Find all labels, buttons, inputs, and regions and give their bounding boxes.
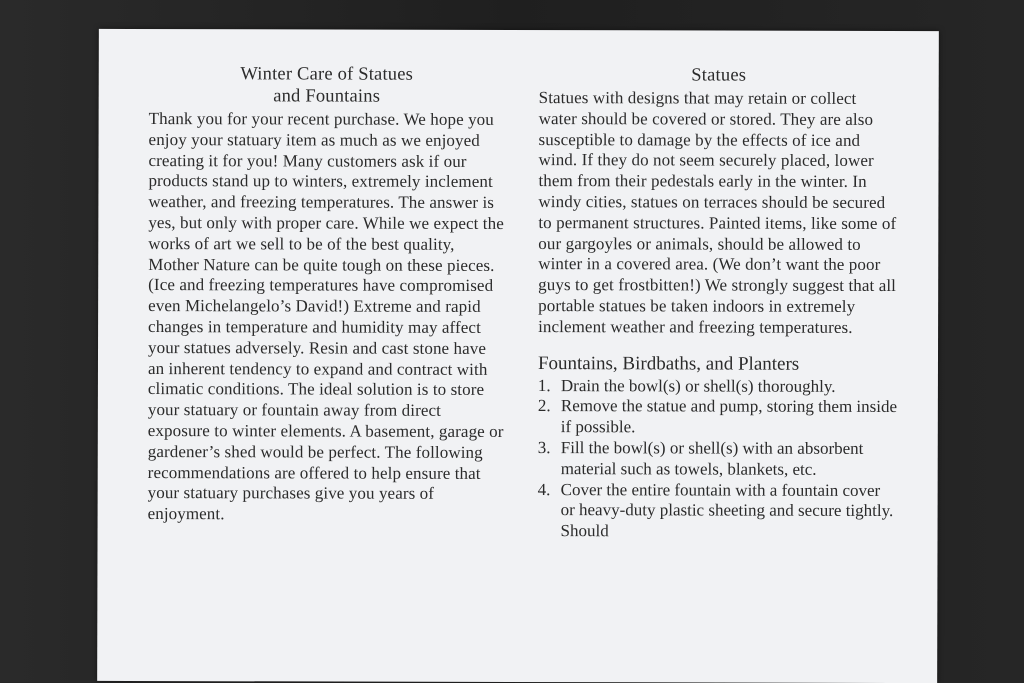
list-item xyxy=(538,376,898,398)
statues-paragraph: Statues with designs that may retain or collect water should be covered or stored. They are also susceptible to damage by the effects of ice and wind. If they do not seem securely placed, lower them from their pedestals early in the winter. In windy cities, statues on terraces should be secured to permanent structures. Painted items, like some of our gargoyles or animals, should be allowed to winter in a covered area. (We don’t want the poor guys to get frostbitten!) We strongly suggest that all portable statues be taken indoors in extremely inclement weather and freezing temperatures. xyxy=(538,88,897,337)
list-item xyxy=(538,480,898,543)
fountain-steps-list xyxy=(538,376,898,543)
left-body-paragraph: Thank you for your recent purchase. We hope you enjoy your statuary item as much as we enjoyed creating it for you! Many customers ask if our products stand up to winters, extremely inclement weather, and freezing temperatures. The answer is yes, but only with proper care. While we expect the works of art we sell to be of the best quality, Mother Nature can be quite tough on these pieces. (Ice and freezing temperatures have compromised even Michelangelo’s David!) Extreme and rapid changes in temperature and humidity may affect your statues adversely. Resin and cast stone have an inherent tendency to expand and contract with climatic conditions. The ideal solution is to store your statuary or fountain away from direct exposure to winter elements. A basement, garage or gardener’s shed would be perfect. The following recommendations are offered to help ensure that your statuary purchases give you years of enjoyment. xyxy=(147,109,504,524)
left-heading-line1: Winter Care of Statues xyxy=(240,64,414,85)
left-column xyxy=(148,63,505,526)
step-text: Drain the bowl(s) or shell(s) thoroughly. xyxy=(560,375,836,396)
step-text: Fill the bowl(s) or shell(s) with an absorbent material such as towels, blankets, etc. xyxy=(560,438,864,479)
fountains-subheading: Fountains, Birdbaths, and Planters xyxy=(537,352,800,375)
left-heading xyxy=(149,63,505,108)
right-column xyxy=(538,64,899,543)
list-item xyxy=(538,438,898,481)
statues-heading: Statues xyxy=(691,65,747,86)
step-number: 2. xyxy=(537,396,551,416)
step-text: Remove the statue and pump, storing them inside if possible. xyxy=(560,396,898,437)
step-number: 1. xyxy=(537,375,551,395)
step-number: 3. xyxy=(537,438,551,458)
step-number: 4. xyxy=(537,479,551,499)
left-heading-line2: and Fountains xyxy=(273,86,381,107)
step-text: Cover the entire fountain with a fountain cover or heavy-duty plastic sheeting and secure tightly. Should xyxy=(560,479,894,541)
instruction-sheet xyxy=(97,29,939,683)
list-item xyxy=(538,396,898,439)
